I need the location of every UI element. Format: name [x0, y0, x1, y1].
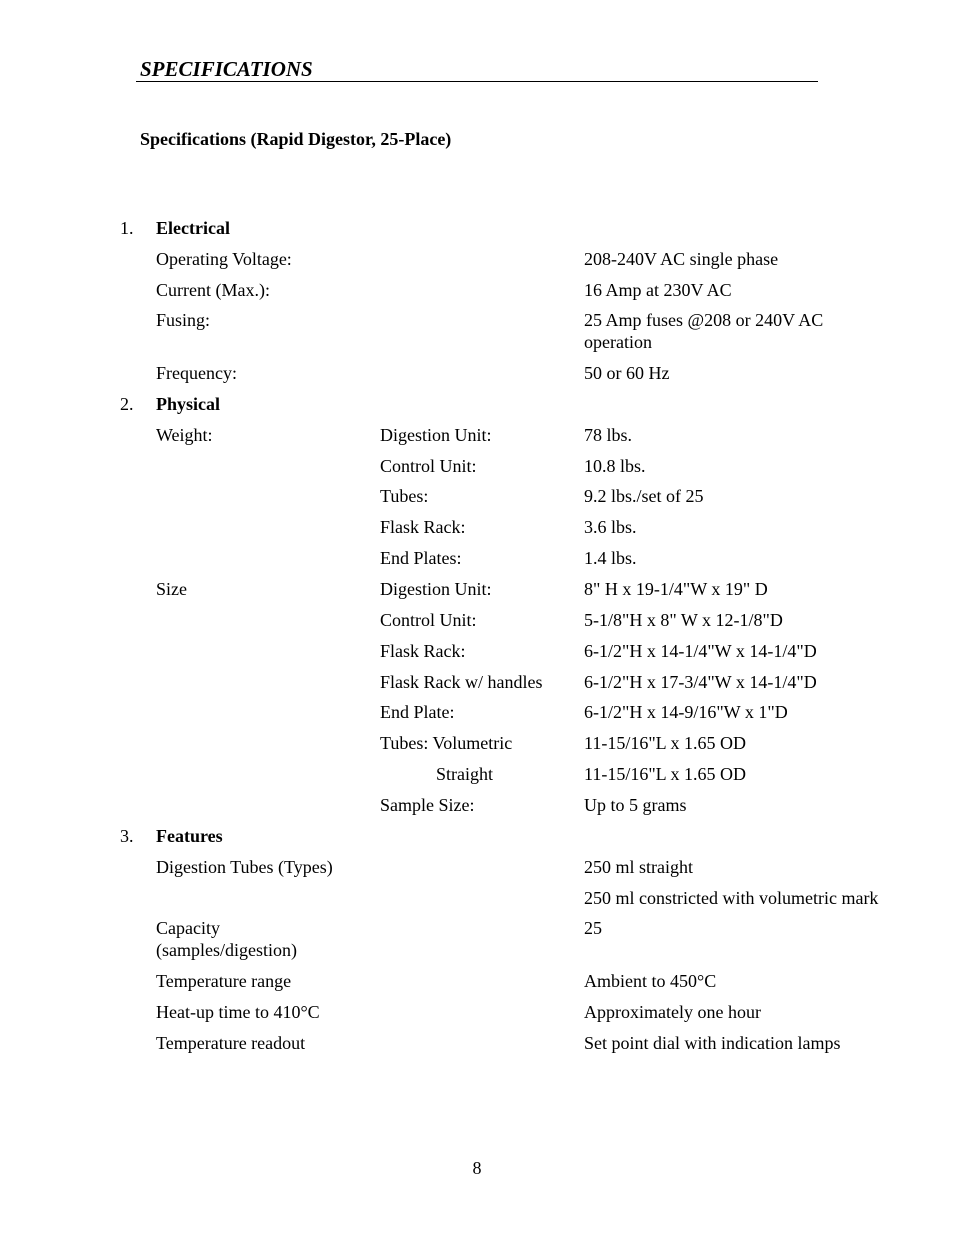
fusing-label: Fusing: [156, 310, 211, 330]
current-value: 16 Amp at 230V AC [584, 280, 732, 300]
frequency-value: 50 or 60 Hz [584, 363, 670, 383]
size-item: Flask Rack: [380, 641, 466, 661]
size-item: Flask Rack w/ handles [380, 672, 543, 692]
weight-value: 78 lbs. [584, 425, 633, 445]
weight-label: Weight: [156, 425, 213, 445]
size-value: 8" H x 19-1/4"W x 19" D [584, 579, 768, 599]
weight-item: Control Unit: [380, 456, 477, 476]
capacity-value: 25 [584, 918, 602, 938]
size-value: 5-1/8"H x 8" W x 12-1/8"D [584, 610, 783, 630]
size-value: Up to 5 grams [584, 795, 687, 815]
heat-up-value: Approximately one hour [584, 1002, 761, 1022]
weight-item: Flask Rack: [380, 517, 466, 537]
page-header-title: SPECIFICATIONS [140, 57, 313, 81]
weight-item: End Plates: [380, 548, 462, 568]
section-title-physical: Physical [156, 394, 221, 414]
size-value: 6-1/2"H x 17-3/4"W x 14-1/4"D [584, 672, 817, 692]
weight-value: 1.4 lbs. [584, 548, 637, 568]
heat-up-label: Heat-up time to 410°C [156, 1002, 320, 1022]
section-title-features: Features [156, 826, 223, 846]
temperature-readout-value: Set point dial with indication lamps [584, 1033, 841, 1053]
page-number: 8 [472, 1158, 482, 1178]
temperature-readout-label: Temperature readout [156, 1033, 306, 1053]
current-label: Current (Max.): [156, 280, 270, 300]
temperature-range-value: Ambient to 450°C [584, 971, 717, 991]
digestion-tubes-label: Digestion Tubes (Types) [156, 857, 333, 877]
size-item: Sample Size: [380, 795, 475, 815]
operating-voltage-label: Operating Voltage: [156, 249, 292, 269]
weight-value: 3.6 lbs. [584, 517, 637, 537]
weight-item: Digestion Unit: [380, 425, 492, 445]
temperature-range-label: Temperature range [156, 971, 292, 991]
fusing-value-line1: 25 Amp fuses @208 or 240V AC [584, 310, 824, 330]
size-item: Straight [436, 764, 493, 784]
size-value: 6-1/2"H x 14-1/4"W x 14-1/4"D [584, 641, 817, 661]
weight-value: 9.2 lbs./set of 25 [584, 486, 704, 506]
size-label: Size [156, 579, 187, 599]
digestion-tubes-value-2: 250 ml constricted with volumetric mark [584, 888, 879, 908]
size-item: Control Unit: [380, 610, 477, 630]
section-number-electrical: 1. [120, 218, 134, 238]
header-rule [136, 81, 818, 82]
size-value: 11-15/16"L x 1.65 OD [584, 733, 746, 753]
section-title-electrical: Electrical [156, 218, 230, 238]
weight-item: Tubes: [380, 486, 429, 506]
size-value: 6-1/2"H x 14-9/16"W x 1"D [584, 702, 788, 722]
capacity-label-line1: Capacity [156, 918, 220, 938]
size-item: Tubes: Volumetric [380, 733, 513, 753]
weight-value: 10.8 lbs. [584, 456, 646, 476]
size-value: 11-15/16"L x 1.65 OD [584, 764, 746, 784]
size-item: Digestion Unit: [380, 579, 492, 599]
size-item: End Plate: [380, 702, 455, 722]
spec-subtitle: Specifications (Rapid Digestor, 25-Place) [140, 129, 452, 149]
fusing-value-line2: operation [584, 332, 652, 352]
frequency-label: Frequency: [156, 363, 237, 383]
operating-voltage-value: 208-240V AC single phase [584, 249, 779, 269]
capacity-label-line2: (samples/digestion) [156, 940, 297, 960]
section-number-physical: 2. [120, 394, 134, 414]
section-number-features: 3. [120, 826, 134, 846]
digestion-tubes-value-1: 250 ml straight [584, 857, 693, 877]
